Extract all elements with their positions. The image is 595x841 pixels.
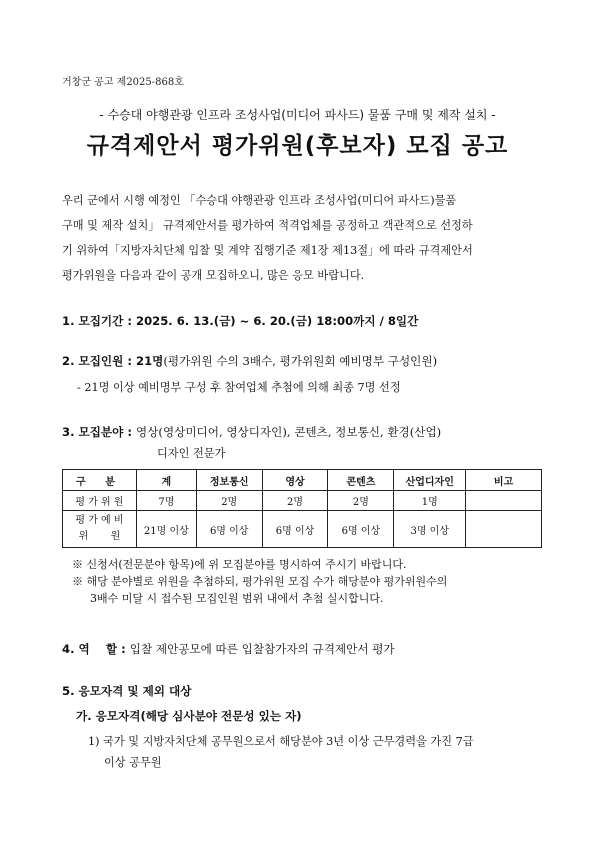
intro-line: 우리 군에서 시행 예정인 「수승대 야행관광 인프라 조성사업(미디어 파사드)물품 [62,194,457,207]
table-header: 콘텐츠 [328,470,394,491]
note-line: ※ 신청서(전문분야 항목)에 위 모집분야를 명시하여 주시기 바랍니다. [72,558,407,571]
table-cell: 평 가 예 비 위 원 [63,511,137,548]
table-header: 구 분 [63,470,137,491]
section-recruit-period: 1. 모집기간 : 2025. 6. 13.(금) ~ 6. 20.(금) 18:00까지 / 8일간 [62,314,419,328]
recruit-field-heading: 3. 모집분야 : [62,425,132,439]
intro-paragraph [62,188,544,288]
table-cell: 2명 [328,491,394,511]
table-header: 비고 [466,470,542,491]
section-recruit-field [62,424,441,440]
recruit-field-notes [72,556,447,607]
eligibility-item-1: 1) 국가 및 지방자치단체 공무원으로서 해당분야 3년 이상 근무경력을 가진 7급 [88,735,474,748]
table-header: 산업디자인 [394,470,466,491]
table-cell: 2명 [196,491,262,511]
table-cell: 7명 [136,491,196,511]
recruit-field-detail-cont: 디자인 전문가 [157,447,226,460]
table-cell: 6명 이상 [328,511,394,548]
table-row [63,491,542,511]
recruit-count-detail: (평가위원 수의 3배수, 평가위원회 예비명부 구성인원) [163,354,438,368]
note-line: ※ 해당 분야별로 위원을 추첨하되, 평가위원 모집 수가 해당분야 평가위원수의 [72,575,448,588]
eligibility-item-1-cont: 이상 공무원 [104,756,162,769]
table-header: 영상 [262,470,328,491]
table-header-row [63,470,542,491]
table-cell: 6명 이상 [196,511,262,548]
notice-number: 거창군 공고 제2025-868호 [62,77,184,88]
table-cell [466,511,542,548]
page-title: 규격제안서 평가위원(후보자) 모집 공고 [86,133,509,159]
section-eligibility: 5. 응모자격 및 제외 대상 [62,684,192,698]
section-role [62,641,395,657]
table-cell: 2명 [262,491,328,511]
table-row [63,511,542,548]
intro-line: 기 위하여「지방자치단체 입찰 및 계약 집행기준 제1장 제13절」에 따라 규격제안서 [62,244,473,257]
table-cell [466,491,542,511]
intro-line: 평가위원을 다음과 같이 공개 모집하오니, 많은 응모 바랍니다. [62,269,365,282]
table-header: 계 [136,470,196,491]
table-cell: 21명 이상 [136,511,196,548]
recruit-table [62,469,542,548]
table-cell: 평 가 위 원 [63,491,137,511]
project-subtitle: - 수승대 야행관광 인프라 조성사업(미디어 파사드) 물품 구매 및 제작 설치 - [99,108,496,122]
eligibility-sub-heading: 가. 응모자격(해당 심사분야 전문성 있는 자) [76,709,302,723]
table-cell: 3명 이상 [394,511,466,548]
note-line: 3배수 미달 시 접수된 모집인원 범위 내에서 추첨 실시합니다. [90,592,384,605]
recruit-count-heading: 2. 모집인원 : 21명 [62,354,164,368]
recruit-field-detail: 영상(영상미디어, 영상디자인), 콘텐츠, 정보통신, 환경(산업) [136,425,442,439]
recruit-count-note: - 21명 이상 예비명부 구성 후 참여업체 추첨에 의해 최종 7명 선정 [77,381,401,394]
intro-line: 구매 및 제작 설치」 규격제안서를 평가하여 적격업체를 공정하고 객관적으로 선정하 [62,219,473,232]
table-cell: 1명 [394,491,466,511]
section-recruit-count [62,353,437,369]
table-cell: 6명 이상 [262,511,328,548]
role-heading: 4. 역 할 : [62,642,126,656]
role-detail: 입찰 제안공모에 따른 입찰참가자의 규격제안서 평가 [129,642,395,656]
table-header: 정보통신 [196,470,262,491]
